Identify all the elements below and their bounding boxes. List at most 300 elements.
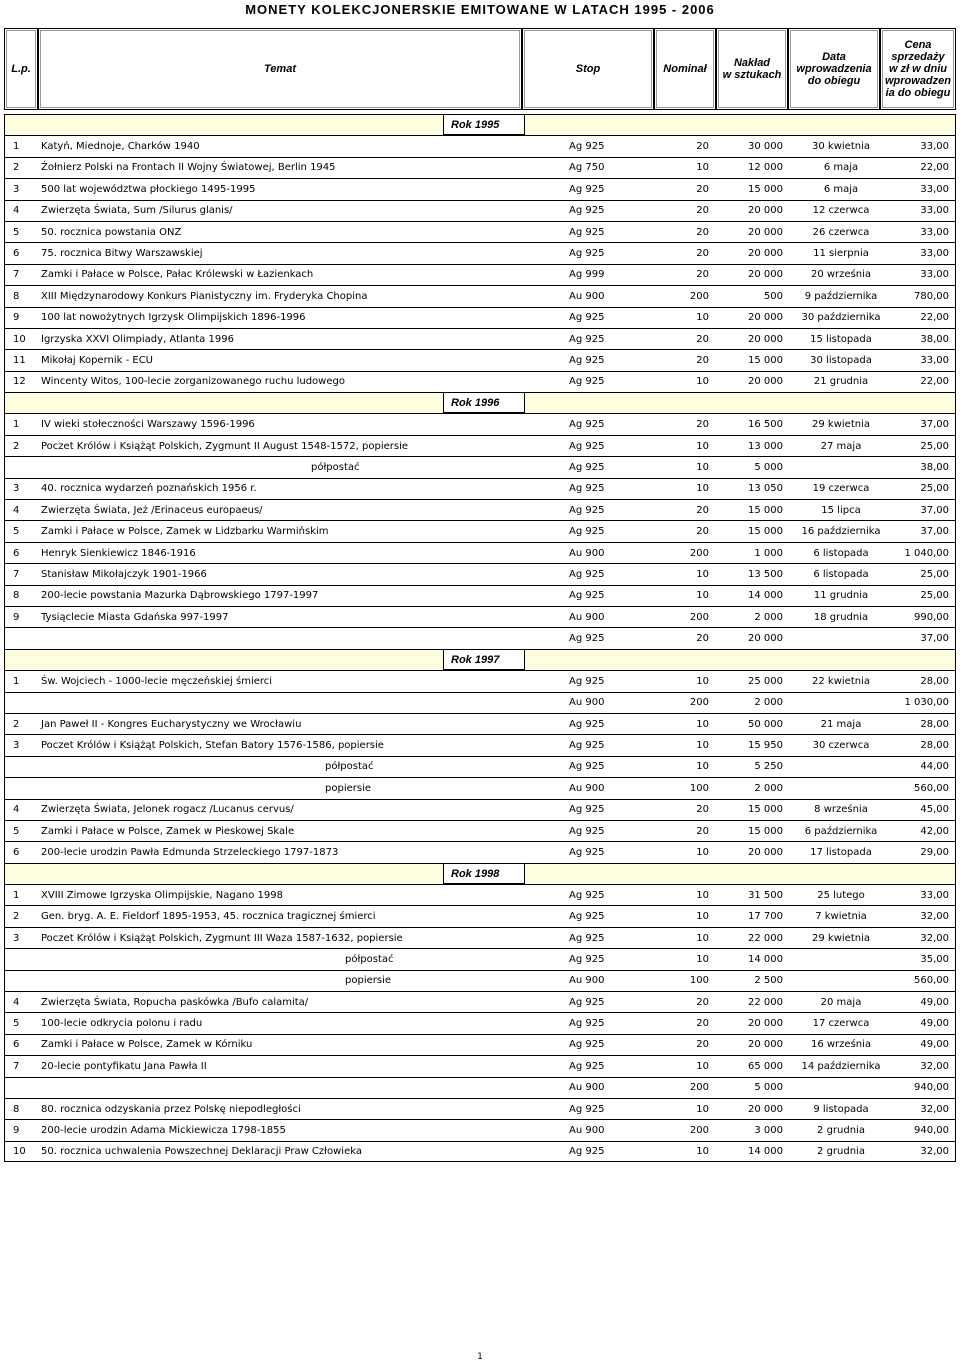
issue-date-cell: 11 grudnia (813, 590, 869, 602)
header-stop: Stop (522, 28, 654, 110)
nominal-cell: 10 (696, 953, 709, 965)
price-cell: 560,00 (914, 782, 949, 794)
issue-date-cell: 25 lutego (817, 889, 865, 901)
issue-date-cell: 26 czerwca (812, 226, 870, 238)
lp-cell: 9 (13, 611, 20, 623)
alloy-cell: Au 900 (569, 547, 605, 559)
mintage-cell: 14 000 (748, 953, 783, 965)
topic-cell: Katyń, Miednoje, Charków 1940 (41, 141, 200, 153)
price-cell: 32,00 (920, 1103, 949, 1115)
table-row (4, 777, 956, 798)
price-cell: 22,00 (920, 162, 949, 174)
mintage-cell: 20 000 (748, 226, 783, 238)
topic-cell: 100-lecie odkrycia polonu i radu (41, 1018, 203, 1030)
price-cell: 44,00 (920, 761, 949, 773)
table-row (4, 884, 956, 905)
alloy-cell: Au 900 (569, 782, 605, 794)
mintage-cell: 15 000 (748, 825, 783, 837)
table-row (4, 499, 956, 520)
topic-cell: 500 lat województwa płockiego 1495-1995 (41, 183, 256, 195)
alloy-cell: Ag 925 (569, 248, 605, 260)
issue-date-cell: 2 grudnia (817, 1125, 865, 1137)
nominal-cell: 200 (689, 1125, 709, 1137)
nominal-cell: 20 (696, 1018, 709, 1030)
year-label: Rok 1998 (451, 867, 500, 880)
mintage-cell: 15 000 (748, 354, 783, 366)
issue-date-cell: 30 października (801, 312, 881, 324)
topic-cell: 80. rocznica odzyskania przez Polskę niepodległości (41, 1103, 301, 1115)
issue-date-cell: 21 maja (820, 718, 862, 730)
nominal-cell: 10 (696, 1145, 709, 1157)
lp-cell: 11 (13, 354, 26, 366)
issue-date-cell: 16 września (810, 1039, 872, 1051)
year-label: Rok 1995 (451, 119, 500, 132)
issue-date-cell: 30 kwietnia (812, 141, 870, 153)
year-section-row (4, 114, 956, 135)
topic-cell: Zamki i Pałace w Polsce, Zamek w Lidzbarku Warmińskim (41, 526, 329, 538)
nominal-cell: 10 (696, 718, 709, 730)
alloy-cell: Au 900 (569, 1082, 605, 1094)
mintage-cell: 20 000 (748, 1103, 783, 1115)
topic-cell: Żołnierz Polski na Frontach II Wojny Światowej, Berlin 1945 (41, 162, 336, 174)
topic-cell: Jan Paweł II - Kongres Eucharystyczny we Wrocławiu (41, 718, 302, 730)
price-cell: 37,00 (920, 526, 949, 538)
topic-cell: Tysiąclecie Miasta Gdańska 997-1997 (41, 611, 229, 623)
alloy-cell: Ag 999 (569, 269, 605, 281)
year-section-row (4, 392, 956, 413)
alloy-cell: Ag 925 (569, 1039, 605, 1051)
mintage-cell: 20 000 (748, 633, 783, 645)
topic-cell: Gen. bryg. A. E. Fieldorf 1895-1953, 45. rocznica tragicznej śmierci (41, 911, 376, 923)
table-row (4, 178, 956, 199)
price-cell: 32,00 (920, 1145, 949, 1157)
header-temat: Temat (38, 28, 522, 110)
topic-cell: Zamki i Pałace w Polsce, Zamek w Pieskowej Skale (41, 825, 295, 837)
price-cell: 28,00 (920, 718, 949, 730)
topic-cell: 100 lat nowożytnych Igrzysk Olimpijskich 1896-1996 (41, 312, 306, 324)
lp-cell: 1 (13, 141, 20, 153)
table-row (4, 713, 956, 734)
nominal-cell: 200 (689, 697, 709, 709)
alloy-cell: Ag 925 (569, 590, 605, 602)
table-row (4, 478, 956, 499)
nominal-cell: 10 (696, 932, 709, 944)
issue-date-cell: 17 listopada (810, 846, 872, 858)
nominal-cell: 10 (696, 675, 709, 687)
mintage-cell: 20 000 (748, 312, 783, 324)
topic-cell: 50. rocznica powstania ONZ (41, 226, 182, 238)
alloy-cell: Ag 925 (569, 333, 605, 345)
nominal-cell: 20 (696, 419, 709, 431)
lp-cell: 6 (13, 1039, 20, 1051)
topic-cell: Mikołaj Kopernik - ECU (41, 354, 153, 366)
alloy-cell: Ag 925 (569, 633, 605, 645)
price-cell: 37,00 (920, 633, 949, 645)
lp-cell: 2 (13, 162, 20, 174)
price-cell: 33,00 (920, 354, 949, 366)
alloy-cell: Ag 925 (569, 911, 605, 923)
lp-cell: 8 (13, 1103, 20, 1115)
mintage-cell: 14 000 (748, 590, 783, 602)
nominal-cell: 20 (696, 354, 709, 366)
topic-cell: Poczet Królów i Książąt Polskich, Stefan Batory 1576-1586, popiersie (41, 740, 384, 752)
lp-cell: 5 (13, 1018, 20, 1030)
mintage-cell: 13 050 (748, 483, 783, 495)
issue-date-cell: 21 grudnia (813, 376, 869, 388)
price-cell: 22,00 (920, 312, 949, 324)
issue-date-cell: 9 listopada (813, 1103, 869, 1115)
nominal-cell: 20 (696, 248, 709, 260)
alloy-cell: Ag 925 (569, 312, 605, 324)
header-naklad: Nakład w sztukach (716, 28, 788, 110)
price-cell: 990,00 (914, 611, 949, 623)
nominal-cell: 20 (696, 633, 709, 645)
lp-cell: 4 (13, 804, 20, 816)
alloy-cell: Au 900 (569, 611, 605, 623)
price-cell: 28,00 (920, 740, 949, 752)
price-cell: 33,00 (920, 889, 949, 901)
price-cell: 25,00 (920, 483, 949, 495)
mintage-cell: 5 250 (754, 761, 783, 773)
alloy-cell: Ag 925 (569, 846, 605, 858)
alloy-cell: Ag 925 (569, 354, 605, 366)
lp-cell: 8 (13, 590, 20, 602)
topic-cell: Wincenty Witos, 100-lecie zorganizowanego ruchu ludowego (41, 376, 345, 388)
topic-cell: 200-lecie urodzin Adama Mickiewicza 1798-1855 (41, 1125, 286, 1137)
issue-date-cell: 30 listopada (810, 354, 872, 366)
issue-date-cell (795, 971, 887, 991)
table-row (4, 242, 956, 263)
lp-cell: 6 (13, 846, 20, 858)
lp-cell: 1 (13, 675, 20, 687)
mintage-cell: 25 000 (748, 675, 783, 687)
issue-date-cell: 6 maja (823, 162, 859, 174)
alloy-cell: Au 900 (569, 697, 605, 709)
topic-cell: Poczet Królów i Książąt Polskich, Zygmunt III Waza 1587-1632, popiersie (41, 932, 403, 944)
nominal-cell: 10 (696, 761, 709, 773)
topic-cell: półpostać (345, 953, 394, 965)
table-row (4, 692, 956, 713)
alloy-cell: Ag 750 (569, 162, 605, 174)
table-row (4, 970, 956, 991)
alloy-cell: Ag 925 (569, 932, 605, 944)
alloy-cell: Ag 925 (569, 804, 605, 816)
topic-cell: 50. rocznica uchwalenia Powszechnej Deklaracji Praw Człowieka (41, 1145, 362, 1157)
price-cell: 560,00 (914, 975, 949, 987)
price-cell: 1 040,00 (904, 547, 949, 559)
price-cell: 33,00 (920, 226, 949, 238)
alloy-cell: Au 900 (569, 1125, 605, 1137)
alloy-cell: Ag 925 (569, 483, 605, 495)
table-row (4, 1077, 956, 1098)
table-row (4, 349, 956, 370)
mintage-cell: 20 000 (748, 846, 783, 858)
table-row (4, 221, 956, 242)
alloy-cell: Ag 925 (569, 141, 605, 153)
year-label: Rok 1996 (451, 397, 500, 410)
topic-cell: Zwierzęta Świata, Ropucha paskówka /Bufo calamita/ (41, 996, 309, 1008)
nominal-cell: 100 (689, 782, 709, 794)
mintage-cell: 14 000 (748, 1145, 783, 1157)
table-row (4, 1034, 956, 1055)
price-cell: 22,00 (920, 376, 949, 388)
table-row (4, 285, 956, 306)
table-row (4, 585, 956, 606)
price-cell: 32,00 (920, 911, 949, 923)
topic-cell: Igrzyska XXVI Olimpiady, Atlanta 1996 (41, 333, 234, 345)
lp-cell: 5 (13, 825, 20, 837)
alloy-cell: Ag 925 (569, 504, 605, 516)
mintage-cell: 2 000 (754, 611, 783, 623)
mintage-cell: 15 000 (748, 183, 783, 195)
lp-cell: 5 (13, 526, 20, 538)
issue-date-cell: 15 lipca (821, 504, 861, 516)
table-row (4, 627, 956, 648)
table-row (4, 820, 956, 841)
topic-cell: popiersie (345, 975, 391, 987)
lp-cell: 7 (13, 269, 20, 281)
alloy-cell: Ag 925 (569, 226, 605, 238)
topic-cell: Zamki i Pałace w Polsce, Zamek w Kórniku (41, 1039, 253, 1051)
price-cell: 33,00 (920, 141, 949, 153)
mintage-cell: 15 000 (748, 504, 783, 516)
topic-cell: popiersie (325, 782, 371, 794)
topic-cell: Poczet Królów i Książąt Polskich, Zygmunt II August 1548-1572, popiersie (41, 440, 409, 452)
mintage-cell: 15 000 (748, 804, 783, 816)
alloy-cell: Ag 925 (569, 526, 605, 538)
lp-cell: 5 (13, 226, 20, 238)
header-data: Data wprowadzenia do obiegu (788, 28, 880, 110)
issue-date-cell (795, 693, 887, 713)
topic-cell: Zamki i Pałace w Polsce, Pałac Królewski w Łazienkach (41, 269, 314, 281)
nominal-cell: 20 (696, 526, 709, 538)
issue-date-cell (795, 949, 887, 969)
mintage-cell: 2 000 (754, 782, 783, 794)
lp-cell: 7 (13, 1060, 20, 1072)
table-row (4, 927, 956, 948)
document-title: MONETY KOLEKCJONERSKIE EMITOWANE W LATACH 1995 - 2006 (245, 2, 715, 17)
issue-date-cell: 17 czerwca (812, 1018, 870, 1030)
alloy-cell: Ag 925 (569, 461, 605, 473)
issue-date-cell: 20 września (810, 269, 872, 281)
year-section-row (4, 649, 956, 670)
nominal-cell: 10 (696, 483, 709, 495)
issue-date-cell (795, 757, 887, 777)
alloy-cell: Ag 925 (569, 568, 605, 580)
issue-date-cell: 29 kwietnia (812, 419, 870, 431)
issue-date-cell: 11 sierpnia (813, 248, 869, 260)
price-cell: 25,00 (920, 568, 949, 580)
year-label: Rok 1997 (451, 653, 500, 666)
price-cell: 45,00 (920, 804, 949, 816)
price-cell: 49,00 (920, 1018, 949, 1030)
lp-cell: 2 (13, 911, 20, 923)
nominal-cell: 200 (689, 290, 709, 302)
table-row (4, 948, 956, 969)
topic-cell: Zwierzęta Świata, Jelonek rogacz /Lucanus cervus/ (41, 804, 294, 816)
mintage-cell: 16 500 (748, 419, 783, 431)
nominal-cell: 10 (696, 461, 709, 473)
lp-cell: 1 (13, 889, 20, 901)
mintage-cell: 500 (763, 290, 783, 302)
alloy-cell: Ag 925 (569, 996, 605, 1008)
price-cell: 38,00 (920, 461, 949, 473)
topic-cell: XVIII Zimowe Igrzyska Olimpijskie, Nagano 1998 (41, 889, 283, 901)
issue-date-cell: 8 września (814, 804, 868, 816)
table-row (4, 307, 956, 328)
topic-cell: XIII Międzynarodowy Konkurs Pianistyczny im. Fryderyka Chopina (41, 290, 368, 302)
price-cell: 33,00 (920, 205, 949, 217)
table-row (4, 841, 956, 862)
price-cell: 42,00 (920, 825, 949, 837)
issue-date-cell: 7 kwietnia (815, 911, 867, 923)
lp-cell: 3 (13, 183, 20, 195)
mintage-cell: 20 000 (748, 269, 783, 281)
mintage-cell: 2 000 (754, 697, 783, 709)
table-row (4, 1098, 956, 1119)
page-number: 1 (477, 1352, 483, 1362)
nominal-cell: 20 (696, 226, 709, 238)
topic-cell: 40. rocznica wydarzeń poznańskich 1956 r. (41, 483, 257, 495)
table-row (4, 670, 956, 691)
topic-cell: Zwierzęta Świata, Jeż /Erinaceus europaeus/ (41, 504, 263, 516)
topic-cell: 200-lecie powstania Mazurka Dąbrowskiego 1797-1997 (41, 590, 319, 602)
issue-date-cell: 29 kwietnia (812, 932, 870, 944)
alloy-cell: Ag 925 (569, 825, 605, 837)
lp-cell: 4 (13, 996, 20, 1008)
lp-cell: 8 (13, 290, 20, 302)
lp-cell: 2 (13, 440, 20, 452)
price-cell: 38,00 (920, 333, 949, 345)
issue-date-cell: 14 października (801, 1060, 881, 1072)
issue-date-cell (795, 628, 887, 648)
price-cell: 37,00 (920, 504, 949, 516)
alloy-cell: Ag 925 (569, 675, 605, 687)
alloy-cell: Ag 925 (569, 1145, 605, 1157)
price-cell: 1 030,00 (904, 697, 949, 709)
issue-date-cell: 16 października (801, 526, 881, 538)
alloy-cell: Ag 925 (569, 953, 605, 965)
alloy-cell: Ag 925 (569, 205, 605, 217)
mintage-cell: 31 500 (748, 889, 783, 901)
issue-date-cell: 12 czerwca (812, 205, 870, 217)
mintage-cell: 20 000 (748, 248, 783, 260)
lp-cell: 6 (13, 248, 20, 260)
topic-cell: 200-lecie urodzin Pawła Edmunda Strzeleckiego 1797-1873 (41, 846, 339, 858)
table-row (4, 435, 956, 456)
price-cell: 29,00 (920, 846, 949, 858)
header-nominal: Nominał (654, 28, 716, 110)
lp-cell: 7 (13, 568, 20, 580)
nominal-cell: 20 (696, 825, 709, 837)
issue-date-cell: 22 kwietnia (812, 675, 870, 687)
nominal-cell: 10 (696, 889, 709, 901)
alloy-cell: Au 900 (569, 975, 605, 987)
nominal-cell: 200 (689, 1082, 709, 1094)
alloy-cell: Ag 925 (569, 1060, 605, 1072)
price-cell: 33,00 (920, 269, 949, 281)
alloy-cell: Ag 925 (569, 183, 605, 195)
nominal-cell: 10 (696, 911, 709, 923)
price-cell: 25,00 (920, 440, 949, 452)
lp-cell: 4 (13, 504, 20, 516)
table-row (4, 905, 956, 926)
mintage-cell: 20 000 (748, 333, 783, 345)
alloy-cell: Ag 925 (569, 440, 605, 452)
table-row (4, 157, 956, 178)
lp-cell: 12 (13, 376, 26, 388)
mintage-cell: 20 000 (748, 1018, 783, 1030)
table-row (4, 520, 956, 541)
table-row (4, 1055, 956, 1076)
topic-cell: Stanisław Mikołajczyk 1901-1966 (41, 568, 207, 580)
nominal-cell: 20 (696, 205, 709, 217)
mintage-cell: 5 000 (754, 1082, 783, 1094)
mintage-cell: 65 000 (748, 1060, 783, 1072)
table-row (4, 563, 956, 584)
nominal-cell: 20 (696, 804, 709, 816)
mintage-cell: 13 500 (748, 568, 783, 580)
table-row (4, 413, 956, 434)
nominal-cell: 10 (696, 590, 709, 602)
table-row (4, 606, 956, 627)
table-row (4, 991, 956, 1012)
table-row (4, 371, 956, 392)
lp-cell: 10 (13, 1145, 26, 1157)
lp-cell: 6 (13, 547, 20, 559)
nominal-cell: 20 (696, 504, 709, 516)
table-row (4, 734, 956, 755)
nominal-cell: 200 (689, 547, 709, 559)
mintage-cell: 22 000 (748, 996, 783, 1008)
table-row (4, 1141, 956, 1162)
mintage-cell: 12 000 (748, 162, 783, 174)
mintage-cell: 17 700 (748, 911, 783, 923)
nominal-cell: 20 (696, 1039, 709, 1051)
topic-cell: Św. Wojciech - 1000-lecie męczeńskiej śmierci (41, 675, 273, 687)
issue-date-cell (795, 1078, 887, 1098)
nominal-cell: 20 (696, 996, 709, 1008)
price-cell: 940,00 (914, 1082, 949, 1094)
table-row (4, 200, 956, 221)
topic-cell: Henryk Sienkiewicz 1846-1916 (41, 547, 196, 559)
table-row (4, 456, 956, 477)
nominal-cell: 10 (696, 1103, 709, 1115)
mintage-cell: 20 000 (748, 376, 783, 388)
alloy-cell: Au 900 (569, 290, 605, 302)
table-row (4, 799, 956, 820)
table-row (4, 1119, 956, 1140)
price-cell: 37,00 (920, 419, 949, 431)
nominal-cell: 10 (696, 846, 709, 858)
nominal-cell: 10 (696, 1060, 709, 1072)
nominal-cell: 100 (689, 975, 709, 987)
lp-cell: 3 (13, 740, 20, 752)
issue-date-cell: 30 czerwca (812, 740, 870, 752)
mintage-cell: 20 000 (748, 1039, 783, 1051)
lp-cell: 9 (13, 1125, 20, 1137)
lp-cell: 3 (13, 932, 20, 944)
mintage-cell: 3 000 (754, 1125, 783, 1137)
issue-date-cell: 2 grudnia (817, 1145, 865, 1157)
topic-cell: Zwierzęta Świata, Sum /Silurus glanis/ (41, 205, 233, 217)
year-section-row (4, 863, 956, 884)
table-row (4, 542, 956, 563)
topic-cell: półpostać (311, 461, 360, 473)
lp-cell: 10 (13, 333, 26, 345)
mintage-cell: 13 000 (748, 440, 783, 452)
header-lp: L.p. (4, 28, 38, 110)
